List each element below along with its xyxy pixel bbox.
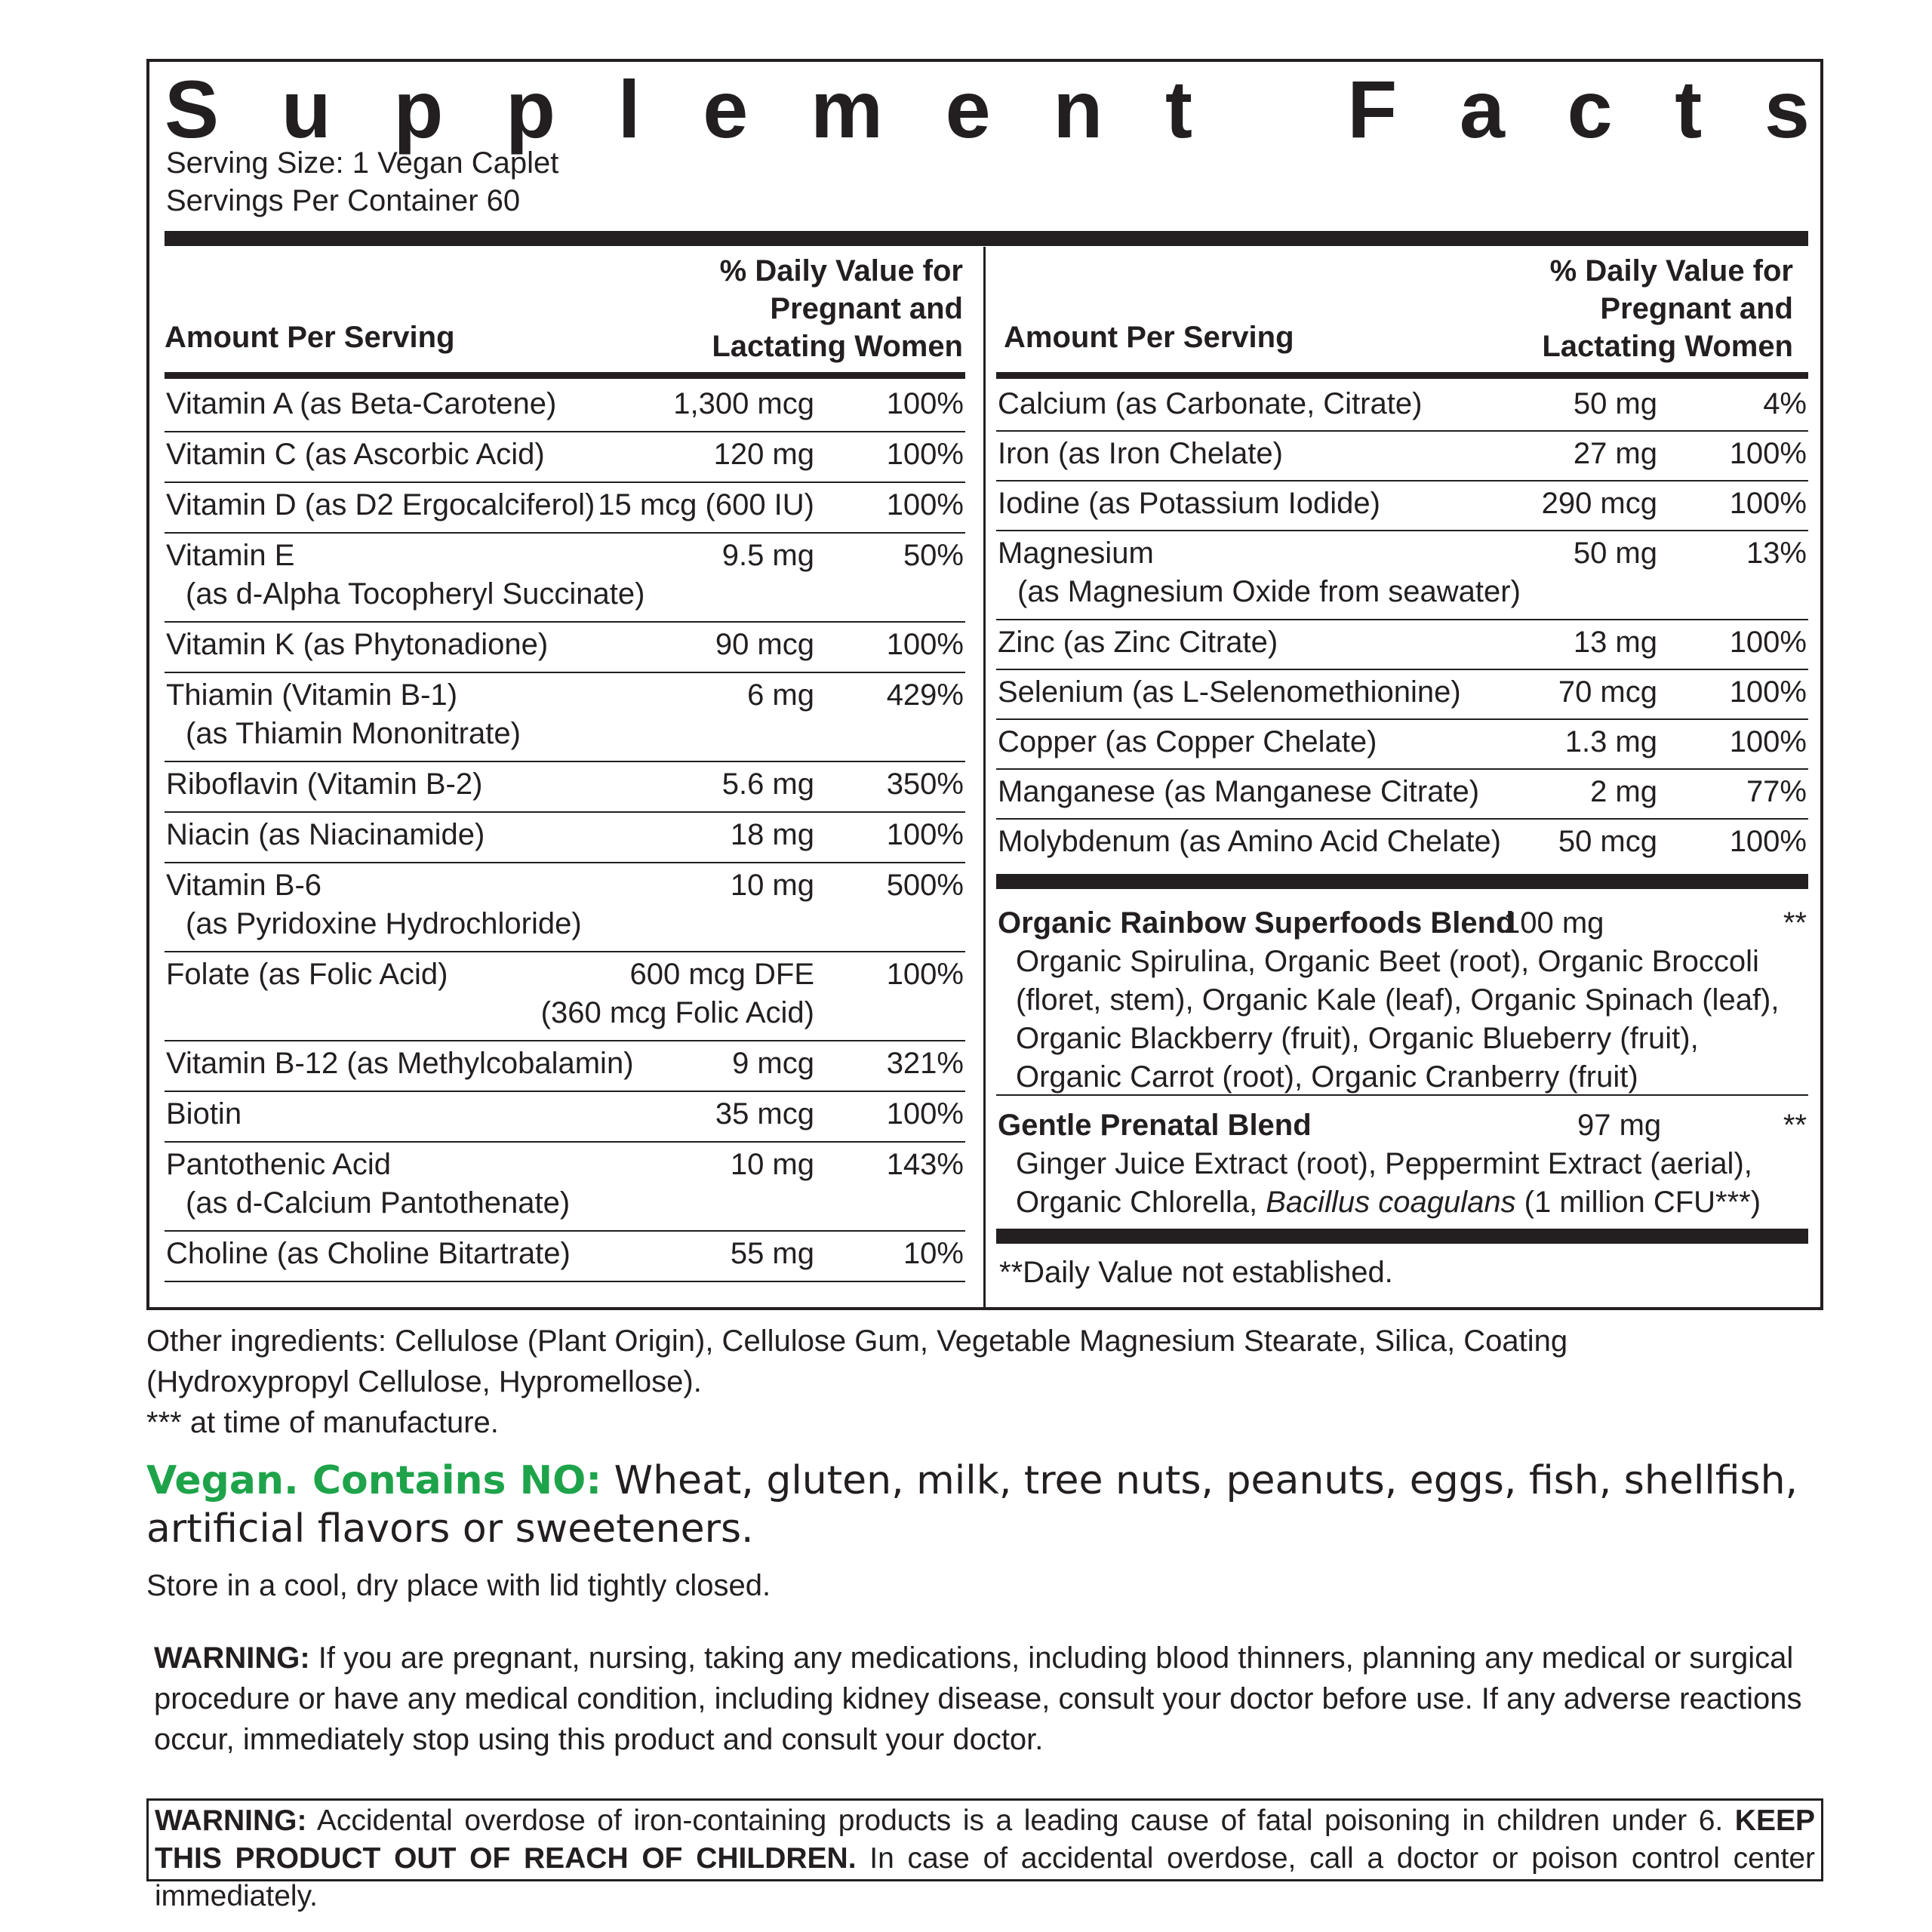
nutrient-amount: 9 mcg (732, 1047, 814, 1080)
nutrient-row (996, 670, 1808, 720)
nutrient-amount: 50 mg (1573, 537, 1657, 570)
nutrient-row (165, 382, 965, 432)
nutrient-amount: 90 mcg (715, 628, 814, 661)
thick-rule-bottom (996, 1229, 1808, 1244)
title-letter: p (393, 63, 444, 155)
nutrient-form: (as Magnesium Oxide from seawater) (1017, 575, 1521, 608)
header-dv-line3: Lactating Women (712, 330, 963, 363)
nutrient-dv: 100% (886, 958, 964, 991)
iron-warning-box (146, 1798, 1823, 1912)
nutrient-name: Calcium (as Carbonate, Citrate) (998, 387, 1423, 420)
nutrient-name: Folate (as Folic Acid) (166, 958, 448, 991)
nutrient-row (165, 432, 965, 483)
nutrient-dv: 100% (1729, 825, 1807, 858)
nutrient-row (996, 531, 1808, 620)
nutrient-amount: 70 mcg (1558, 675, 1657, 709)
nutrient-dv: 77% (1746, 775, 1807, 808)
blend-ingredients-line: Organic Blackberry (fruit), Organic Blueberry (fruit), (1016, 1022, 1699, 1055)
nutrient-dv: 100% (886, 818, 964, 851)
nutrient-name: Pantothenic Acid (166, 1148, 391, 1181)
nutrient-dv: 13% (1746, 537, 1807, 570)
nutrient-amount: 27 mg (1573, 437, 1657, 470)
header-rule-right (996, 372, 1808, 379)
blend-dv: ** (1783, 1109, 1807, 1142)
nutrient-form: (as d-Alpha Tocopheryl Succinate) (186, 577, 645, 611)
blend-ingredients-line: (floret, stem), Organic Kale (leaf), Organic Spinach (leaf), (1016, 983, 1780, 1017)
blend-ingredients-line (996, 1183, 1808, 1222)
nutrient-name: Biotin (166, 1097, 242, 1131)
nutrient-row (996, 720, 1808, 770)
nutrient-amount: 15 mcg (600 IU) (598, 488, 814, 521)
warning-general-text: If you are pregnant, nursing, taking any medications, including blood thinners, planning any medical or surgical procedure or have any medical condition, including kidney disease, consult your doctor before use. If any adverse reactions occur, immediately stop using this product and consult your doctor. (154, 1641, 1802, 1756)
header-rule-left (165, 372, 965, 379)
nutrient-row (165, 1232, 965, 1282)
header-dv-line2: Pregnant and (1600, 292, 1793, 325)
column-divider (983, 247, 986, 1310)
nutrient-dv: 100% (886, 628, 964, 661)
title-letter: t (1675, 63, 1703, 155)
thick-rule-blends (996, 874, 1808, 889)
nutrient-amount: 10 mg (730, 1148, 814, 1181)
nutrient-amount: 18 mg (730, 818, 814, 851)
blend-amount: 97 mg (1577, 1109, 1662, 1142)
nutrient-amount: 290 mcg (1541, 487, 1657, 520)
nutrient-row (996, 432, 1808, 481)
nutrient-row (165, 673, 965, 762)
nutrient-name: Vitamin B-12 (as Methylcobalamin) (166, 1047, 634, 1080)
nutrient-amount: 35 mcg (715, 1097, 814, 1131)
nutrient-row (165, 1041, 965, 1092)
nutrient-row (165, 813, 965, 863)
nutrient-row (165, 534, 965, 623)
vegan-allergen-statement (146, 1457, 1822, 1553)
nutrient-row (165, 1092, 965, 1143)
nutrient-name: Vitamin K (as Phytonadione) (166, 628, 549, 661)
nutrient-name: Zinc (as Zinc Citrate) (998, 626, 1278, 659)
blend-name: Organic Rainbow Superfoods Blend (998, 906, 1515, 940)
nutrient-name: Thiamin (Vitamin B-1) (166, 678, 458, 712)
nutrient-name: Choline (as Choline Bitartrate) (166, 1237, 571, 1270)
header-dv-line1: % Daily Value for (719, 254, 963, 288)
iron-warning-text2: In case of accidental overdose, call a doctor or poison control center immediately. (155, 1842, 1815, 1912)
nutrient-dv: 100% (886, 438, 964, 471)
nutrient-row (996, 620, 1808, 670)
blend-ingredients-line: Organic Carrot (root), Organic Cranberry (fruit) (1016, 1060, 1638, 1094)
title-letter: c (1567, 63, 1613, 155)
nutrient-amount: 10 mg (730, 869, 814, 902)
nutrient-amount: 120 mg (713, 438, 814, 471)
nutrient-name: Magnesium (998, 537, 1154, 570)
storage-note: Store in a cool, dry place with lid tightly closed. (146, 1569, 771, 1602)
nutrient-row (165, 762, 965, 813)
nutrient-row (165, 483, 965, 534)
nutrient-dv: 50% (903, 539, 964, 572)
title-letter (1255, 68, 1285, 151)
title-letter: s (1764, 63, 1810, 155)
nutrient-name: Molybdenum (as Amino Acid Chelate) (998, 825, 1501, 858)
blend-block (996, 1106, 1808, 1222)
nutrient-dv: 100% (1729, 725, 1807, 758)
nutrient-amount: 5.6 mg (721, 768, 814, 801)
nutrient-amount: 2 mg (1590, 775, 1657, 808)
blend-ingredients-line: Organic Spirulina, Organic Beet (root), Organic Broccoli (1016, 945, 1759, 978)
iron-warning-keep-out: KEEP THIS PRODUCT OUT OF REACH OF CHILDREN. (155, 1804, 1815, 1875)
nutrient-name: Vitamin A (as Beta-Carotene) (166, 387, 557, 420)
vegan-label: Vegan. Contains NO: (146, 1458, 602, 1503)
header-amount-right: Amount Per Serving (1004, 321, 1294, 354)
header-dv-line2: Pregnant and (770, 292, 963, 325)
nutrient-dv: 100% (886, 488, 964, 521)
nutrient-name: Vitamin D (as D2 Ergocalciferol) (166, 488, 595, 521)
nutrient-dv: 100% (1729, 675, 1807, 709)
nutrient-amount: 1.3 mg (1564, 725, 1657, 758)
servings-per-container: Servings Per Container 60 (166, 184, 521, 217)
nutrient-row (996, 481, 1808, 531)
nutrient-amount: 6 mg (747, 678, 814, 712)
nutrient-name: Iodine (as Potassium Iodide) (998, 487, 1380, 520)
nutrient-name: Iron (as Iron Chelate) (998, 437, 1283, 470)
warning-general-label: WARNING: (154, 1641, 310, 1675)
blend-ingredient-text: Organic Chlorella, (1016, 1186, 1266, 1219)
nutrient-dv: 321% (886, 1047, 964, 1080)
nutrient-dv: 100% (886, 387, 964, 420)
nutrient-name: Vitamin B-6 (166, 869, 322, 902)
nutrient-name: Vitamin C (as Ascorbic Acid) (166, 438, 545, 471)
nutrient-dv: 350% (886, 768, 964, 801)
title-letter: m (810, 63, 883, 155)
nutrient-amount: 600 mcg DFE (629, 958, 814, 991)
blend-ingredient-species: Bacillus coagulans (1266, 1186, 1516, 1219)
nutrient-row (165, 952, 965, 1041)
nutrient-amount: 55 mg (730, 1237, 814, 1270)
nutrient-name: Copper (as Copper Chelate) (998, 725, 1377, 758)
blend-block (996, 904, 1808, 1096)
title-letter: t (1164, 63, 1192, 155)
nutrient-dv: 100% (886, 1097, 964, 1131)
nutrient-dv: 10% (903, 1237, 964, 1270)
vegan-text: Wheat, gluten, milk, tree nuts, peanuts, eggs, fish, shellfish, artificial flavors or sweeteners. (146, 1458, 1798, 1552)
nutrient-amount: 9.5 mg (721, 539, 814, 572)
other-ingredients-line1: Other ingredients: Cellulose (Plant Origin), Cellulose Gum, Vegetable Magnesium Stearate, Silica, Coating (146, 1324, 1568, 1358)
nutrient-row (996, 382, 1808, 432)
other-ingredients-line2: (Hydroxypropyl Cellulose, Hypromellose). (146, 1365, 702, 1398)
supplement-facts-panel (146, 59, 1823, 1310)
nutrient-amount: 13 mg (1573, 626, 1657, 659)
nutrient-form: (as d-Calcium Pantothenate) (186, 1186, 571, 1220)
blend-ingredients-line: Ginger Juice Extract (root), Peppermint Extract (aerial), (1016, 1147, 1752, 1180)
nutrient-dv: 143% (886, 1148, 964, 1181)
nutrient-amount-note: (360 mcg Folic Acid) (540, 996, 814, 1029)
nutrient-form: (as Pyridoxine Hydrochloride) (186, 907, 582, 940)
nutrient-row (165, 623, 965, 673)
blend-amount: 100 mg (1503, 906, 1604, 940)
title-letter: l (617, 63, 641, 155)
title-letter: a (1459, 63, 1505, 155)
header-amount-left: Amount Per Serving (165, 321, 455, 354)
nutrient-form: (as Thiamin Mononitrate) (186, 717, 521, 750)
title-letter: p (505, 63, 555, 155)
nutrient-dv: 500% (886, 869, 964, 902)
nutrient-dv: 429% (886, 678, 964, 712)
header-dv-line1: % Daily Value for (1549, 254, 1793, 288)
nutrient-amount: 50 mg (1573, 387, 1657, 420)
header-dv-left (602, 252, 963, 365)
nutrient-row (165, 863, 965, 952)
panel-title (165, 63, 1810, 155)
blend-name: Gentle Prenatal Blend (998, 1109, 1312, 1142)
nutrient-amount: 50 mcg (1558, 825, 1657, 858)
dv-footnote: **Daily Value not established. (999, 1256, 1393, 1289)
title-letter: u (281, 63, 331, 155)
nutrient-row (996, 770, 1808, 820)
iron-warning-label: WARNING: (155, 1804, 307, 1837)
title-letter: e (703, 63, 749, 155)
nutrient-name: Riboflavin (Vitamin B-2) (166, 768, 483, 801)
title-letter: n (1053, 63, 1103, 155)
manufacture-note: *** at time of manufacture. (146, 1406, 499, 1439)
nutrient-dv: 100% (1729, 626, 1807, 659)
nutrient-row (165, 1143, 965, 1232)
nutrient-row (996, 820, 1808, 868)
header-dv-line3: Lactating Women (1542, 330, 1793, 363)
iron-warning-text: Accidental overdose of iron-containing products is a leading cause of fatal poisoning in children under 6. (306, 1804, 1735, 1837)
nutrient-name: Selenium (as L-Selenomethionine) (998, 675, 1461, 709)
blend-dv: ** (1783, 906, 1807, 940)
title-letter: F (1347, 63, 1398, 155)
blend-ingredient-text: (1 million CFU***) (1515, 1186, 1761, 1219)
nutrient-dv: 100% (1729, 437, 1807, 470)
thick-rule-top (165, 231, 1808, 246)
warning-general (146, 1638, 1822, 1760)
nutrient-dv: 100% (1729, 487, 1807, 520)
nutrient-dv: 4% (1763, 387, 1807, 420)
nutrient-name: Niacin (as Niacinamide) (166, 818, 485, 851)
header-dv-right (1432, 252, 1793, 365)
title-letter: S (165, 63, 220, 155)
nutrient-amount: 1,300 mcg (673, 387, 814, 420)
other-ingredients (146, 1321, 1567, 1443)
nutrient-name: Vitamin E (166, 539, 295, 572)
title-letter: e (945, 63, 991, 155)
serving-size: Serving Size: 1 Vegan Caplet (166, 146, 559, 180)
nutrient-name: Manganese (as Manganese Citrate) (998, 775, 1480, 808)
